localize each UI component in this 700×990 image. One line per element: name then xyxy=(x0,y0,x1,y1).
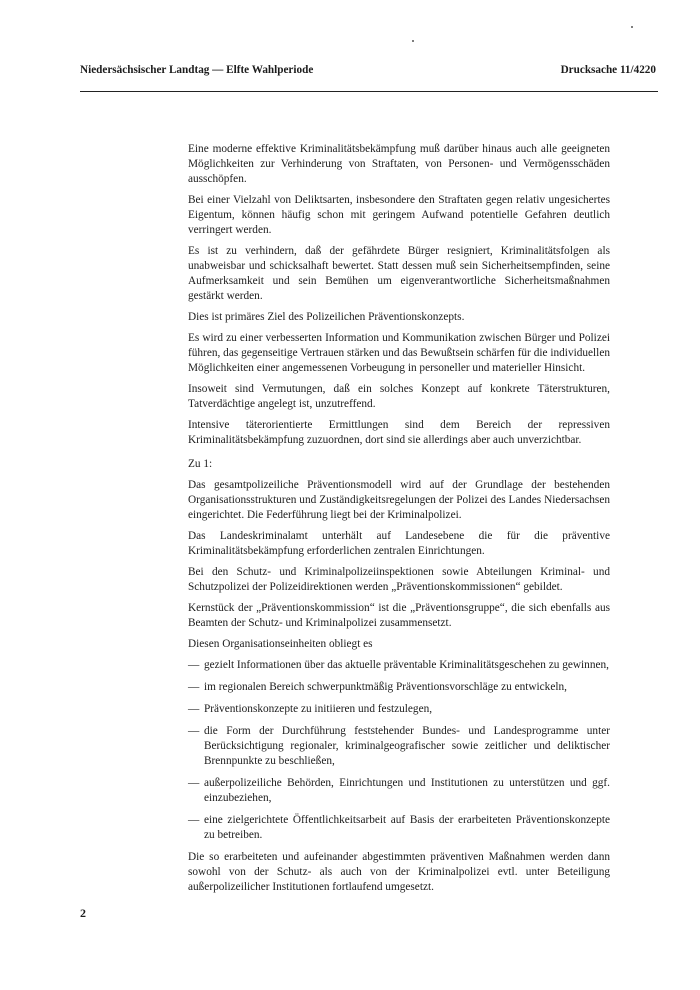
paragraph: Kernstück der „Präventionskommission“ ist die „Präventionsgruppe“, die sich ebenfalls aus Beamten der Schutz- und Kriminalpolizei zusammensetzt. xyxy=(188,602,610,629)
list-dash: — xyxy=(188,703,200,715)
page-header xyxy=(80,64,656,84)
paragraph: Das gesamtpolizeiliche Präventionsmodell wird auf der Grundlage der bestehenden Organisationsstrukturen und Zuständigkeitsregelungen der Polizei des Landes Niedersachsen eingerichtet. Die Federführung liegt bei der Kriminalpolizei. xyxy=(188,479,610,521)
list-dash: — xyxy=(188,814,200,826)
list-item-text: außerpolizeiliche Behörden, Einrichtungen und Institutionen zu unterstützen und ggf. einzubeziehen, xyxy=(204,777,610,804)
paragraph: Eine moderne effektive Kriminalitätsbekämpfung muß darüber hinaus auch alle geeigneten Möglichkeiten zur Verhinderung von Straftaten, von Personen- und Vermögensschäden ausschöpfen. xyxy=(188,143,610,185)
list-item xyxy=(188,776,610,806)
paragraph: Dies ist primäres Ziel des Polizeilichen Präventionskonzepts. xyxy=(188,311,465,323)
list-item-text: Präventionskonzepte zu initiieren und festzulegen, xyxy=(204,703,433,715)
header-rule xyxy=(80,91,658,92)
list-dash: — xyxy=(188,725,200,737)
document-number: Drucksache 11/4220 xyxy=(560,64,656,76)
list-item-text: die Form der Durchführung feststehender Bundes- und Landesprogramme unter Berücksichtigung regionaler, kriminalgeografischer sowie zeitlicher und deliktischer Brennpunkte zu beschließen, xyxy=(204,725,610,767)
list-item-text: eine zielgerichtete Öffentlichkeitsarbeit auf Basis der erarbeiteten Präventionskonzepte zu betreiben. xyxy=(204,814,610,841)
paragraph: Intensive täterorientierte Ermittlungen sind dem Bereich der repressiven Kriminalitätsbekämpfung zuzuordnen, dort sind sie allerdings aber auch unverzichtbar. xyxy=(188,419,610,446)
paragraph: Diesen Organisationseinheiten obliegt es xyxy=(188,638,373,650)
page-number: 2 xyxy=(80,906,86,920)
list-item xyxy=(188,702,610,717)
paragraph: Bei einer Vielzahl von Deliktsarten, insbesondere den Straftaten gegen relativ ungesichertes Eigentum, können häufig schon mit geringem Aufwand potentielle Gefahren deutlich verringert werden. xyxy=(188,194,610,236)
paragraph: Es ist zu verhindern, daß der gefährdete Bürger resigniert, Kriminalitätsfolgen als unabweisbar und schicksalhaft bewertet. Statt dessen muß sein Sicherheitsempfinden, seine Aufmerksamkeit und sein Bemühen um eigenverantwortliche Sicherheitsmaßnahmen gestärkt werden. xyxy=(188,245,610,302)
list-item-text: im regionalen Bereich schwerpunktmäßig Präventionsvorschläge zu entwickeln, xyxy=(204,681,567,693)
list-item xyxy=(188,658,610,673)
list-dash: — xyxy=(188,659,200,671)
list-item xyxy=(188,724,610,769)
closing-paragraph: Die so erarbeiteten und aufeinander abgestimmten präventiven Maßnahmen werden dann sowohl von der Schutz- als auch von der Kriminalpolizei evtl. unter Beteiligung außerpolizeilicher Institutionen fortlaufend umgesetzt. xyxy=(188,851,610,893)
paragraph: Insoweit sind Vermutungen, daß ein solches Konzept auf konkrete Täterstrukturen, Tatverdächtige angelegt ist, unzutreffend. xyxy=(188,383,610,410)
paragraph: Es wird zu einer verbesserten Information und Kommunikation zwischen Bürger und Polizei führen, das gegenseitige Vertrauen stärken und das Bewußtsein schärfen für die individuellen Möglichkeiten einer angemessenen Vorbeugung in personeller und materieller Hinsicht. xyxy=(188,332,610,374)
header-title: Niedersächsischer Landtag — Elfte Wahlperiode xyxy=(80,64,314,76)
scan-speck xyxy=(631,26,633,28)
task-list xyxy=(188,658,610,843)
section-heading: Zu 1: xyxy=(188,458,213,470)
paragraph: Bei den Schutz- und Kriminalpolizeiinspektionen sowie Abteilungen Kriminal- und Schutzpolizei der Polizeidirektionen werden „Präventionskommissionen“ gebildet. xyxy=(188,566,610,593)
list-item xyxy=(188,813,610,843)
list-dash: — xyxy=(188,681,200,693)
scan-speck xyxy=(412,40,414,42)
paragraph: Das Landeskriminalamt unterhält auf Landesebene die für die präventive Kriminalitätsbekämpfung erforderlichen zentralen Einrichtungen. xyxy=(188,530,610,557)
list-dash: — xyxy=(188,777,200,789)
body-text xyxy=(188,142,610,901)
list-item-text: gezielt Informationen über das aktuelle präventable Kriminalitätsgeschehen zu gewinnen, xyxy=(204,659,609,671)
list-item xyxy=(188,680,610,695)
